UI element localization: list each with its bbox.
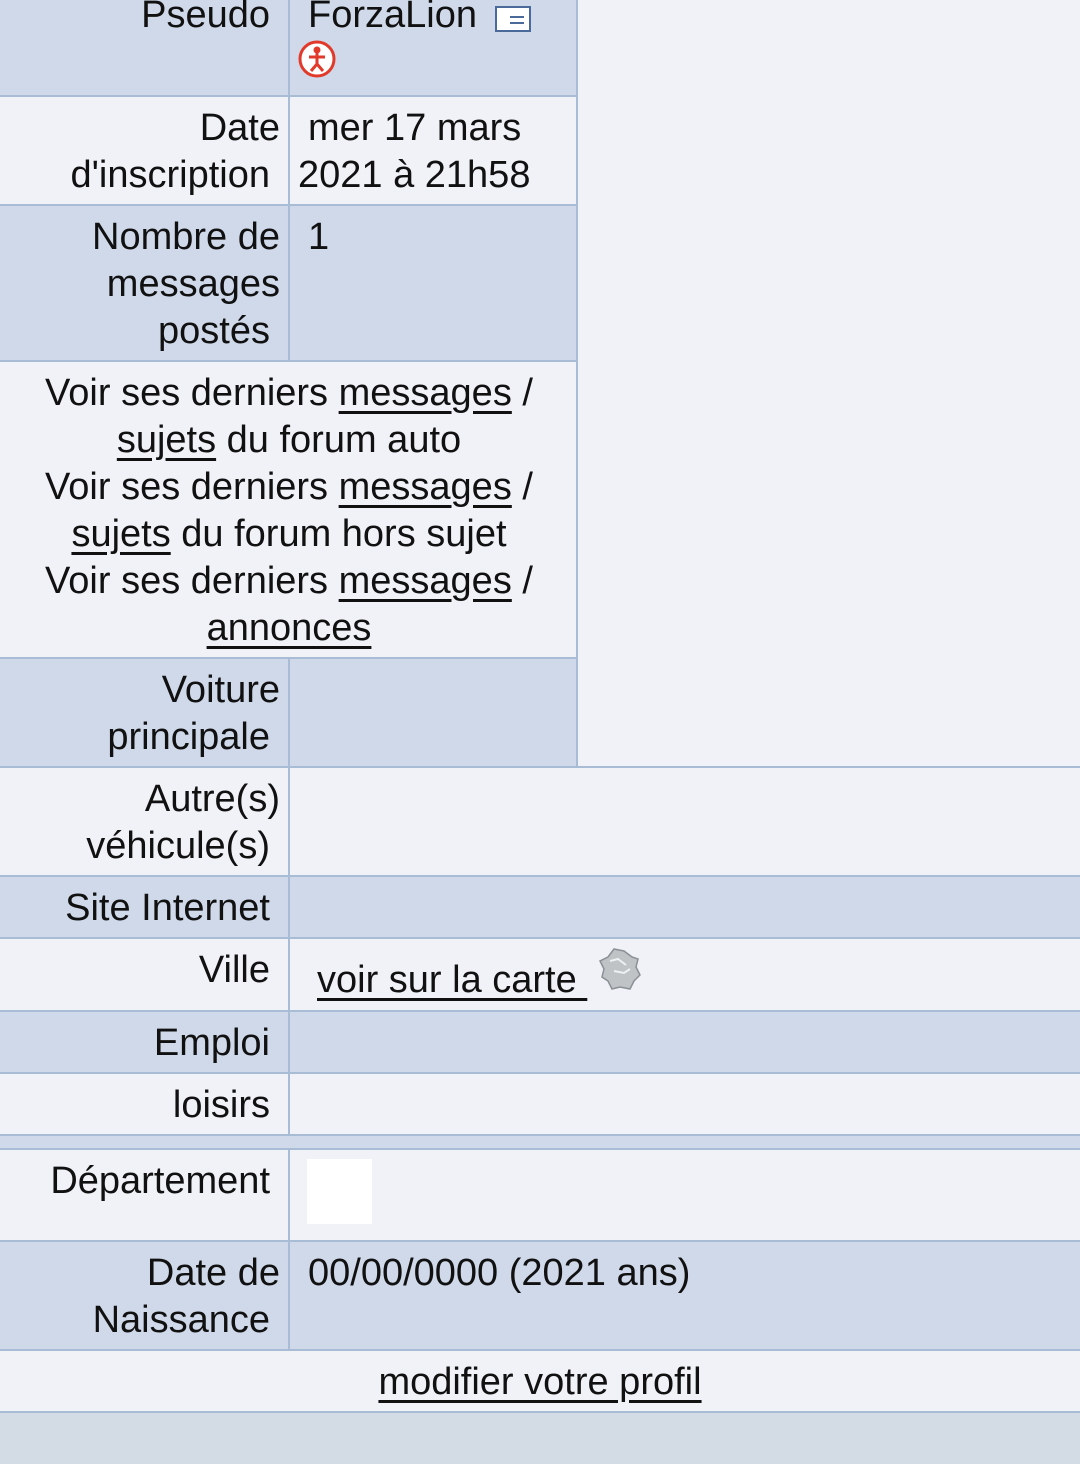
city-label: Ville	[198, 949, 270, 991]
offline-status-icon	[298, 40, 336, 90]
annonces-link[interactable]: annonces	[206, 607, 372, 649]
registration-date-label-2: d'inscription	[70, 154, 270, 196]
post-count-value: 1	[308, 216, 330, 258]
other-vehicles-label-1: Autre(s)	[144, 778, 280, 820]
job-label: Emploi	[153, 1022, 270, 1064]
birth-date-label-1: Date de	[146, 1252, 280, 1294]
row-job	[0, 1012, 1080, 1074]
forum-auto-sujets-link[interactable]: sujets	[116, 419, 217, 461]
birth-date-value: 00/00/0000 (2021 ans)	[308, 1252, 691, 1294]
forum-auto-messages-link[interactable]: messages	[338, 372, 512, 414]
main-car-value	[290, 659, 578, 766]
row-main-car	[0, 659, 578, 768]
send-message-icon[interactable]	[494, 0, 532, 45]
france-map-icon[interactable]	[596, 945, 644, 1005]
row-city	[0, 939, 1080, 1012]
row-edit-profile	[0, 1351, 1080, 1413]
main-car-label-1: Voiture	[161, 669, 280, 711]
website-label: Site Internet	[65, 887, 270, 929]
forum-hors-sujet-sujets-link[interactable]: sujets	[71, 513, 171, 555]
hobbies-label: loisirs	[172, 1084, 270, 1126]
row-recent-links	[0, 362, 578, 659]
department-label: Département	[50, 1160, 270, 1202]
row-birth-date	[0, 1242, 1080, 1351]
registration-date-value-2: 2021 à 21h58	[298, 154, 531, 196]
main-car-label-2: principale	[107, 716, 270, 758]
post-count-label-3: postés	[158, 310, 270, 352]
row-post-count	[0, 206, 578, 362]
forum-hors-sujet-messages-link[interactable]: messages	[338, 466, 512, 508]
row-registration-date	[0, 97, 578, 206]
recent-links-block: Voir ses derniers messages / sujets du forum auto Voir ses derniers messages / sujets du forum hors sujet Voir ses derniers messages / annonces	[45, 372, 533, 649]
pseudo-label: Pseudo	[141, 0, 270, 36]
row-website	[0, 877, 1080, 939]
annonces-messages-link[interactable]: messages	[338, 560, 512, 602]
department-image	[307, 1159, 372, 1224]
registration-date-label-1: Date	[199, 107, 280, 149]
row-hobbies	[0, 1074, 1080, 1136]
separator-band	[0, 1136, 1080, 1150]
row-other-vehicles	[0, 768, 1080, 877]
pseudo-value: ForzaLion	[308, 0, 477, 36]
other-vehicles-label-2: véhicule(s)	[86, 825, 270, 867]
view-on-map-link[interactable]: voir sur la carte	[317, 959, 588, 1001]
registration-date-value-1: mer 17 mars	[308, 107, 522, 149]
post-count-label-1: Nombre de	[92, 216, 280, 258]
edit-profile-link[interactable]: modifier votre profil	[378, 1361, 702, 1403]
row-pseudo	[0, 0, 578, 97]
row-department	[0, 1150, 1080, 1242]
birth-date-label-2: Naissance	[92, 1299, 270, 1341]
post-count-label-2: messages	[106, 263, 280, 305]
